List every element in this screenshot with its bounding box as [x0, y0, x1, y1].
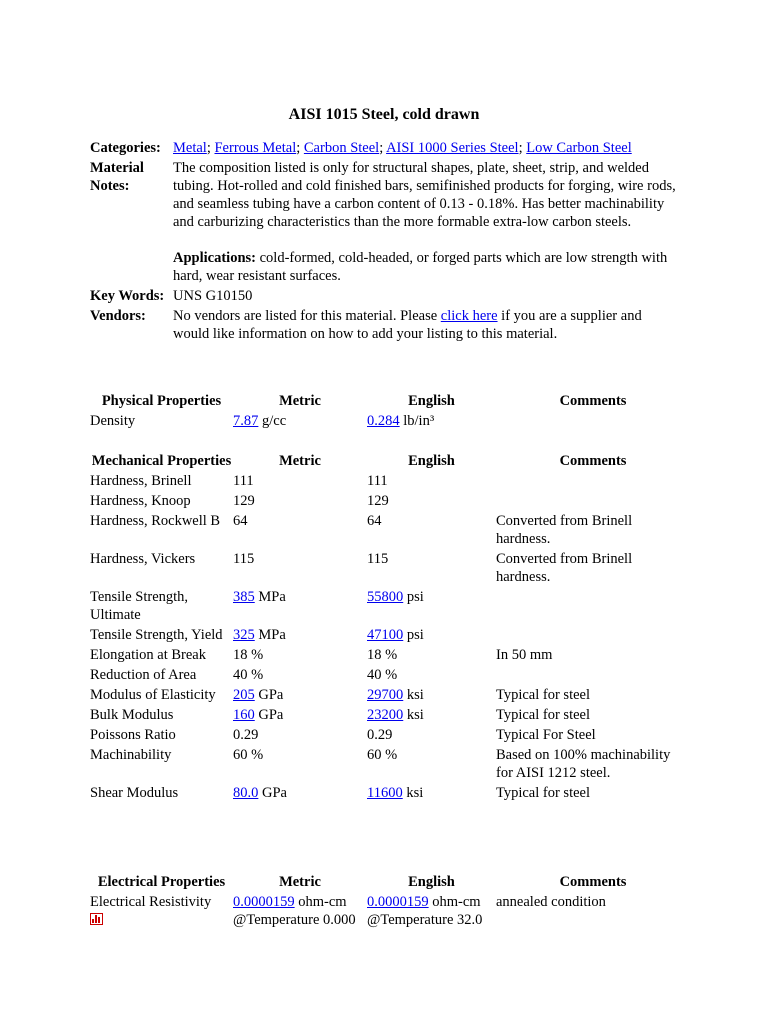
- property-name-text: Bulk Modulus: [90, 707, 174, 723]
- property-row: [90, 726, 690, 746]
- property-comment: annealed condition: [496, 894, 606, 910]
- english-value: [367, 492, 496, 512]
- metric-value-link[interactable]: 7.87: [233, 413, 259, 429]
- mechanical-header-row: [90, 452, 690, 472]
- english-value-link[interactable]: 29700: [367, 687, 404, 703]
- property-name-text: Hardness, Knoop: [90, 493, 191, 509]
- metric-value-link[interactable]: 160: [233, 707, 255, 723]
- metric-unit: 40 %: [233, 667, 264, 683]
- property-name-text: Tensile Strength, Yield: [90, 627, 223, 643]
- property-comment: Typical for steel: [496, 785, 591, 801]
- english-value: [367, 726, 496, 746]
- bar-chart-icon[interactable]: [90, 913, 103, 925]
- property-name: [90, 893, 233, 931]
- metric-value: [233, 726, 367, 746]
- metric-value: [233, 706, 367, 726]
- metric-unit: GPa: [258, 785, 287, 801]
- english-value: [367, 784, 496, 804]
- vendors-text-before: No vendors are listed for this material. Please: [173, 308, 441, 324]
- metric-value-link[interactable]: 80.0: [233, 785, 259, 801]
- metric-value: [233, 550, 367, 588]
- property-comment: Typical for steel: [496, 707, 591, 723]
- property-row: [90, 784, 690, 804]
- property-row: [90, 626, 690, 646]
- english-unit: 64: [367, 513, 382, 529]
- applications-value: cold-formed, cold-headed, or forged parts which are low strength with hard, wear resistant surfaces.: [173, 250, 668, 284]
- metric-condition: @Temperature 0.000: [233, 912, 356, 928]
- category-link[interactable]: Carbon Steel: [303, 140, 380, 156]
- english-unit: 111: [367, 473, 388, 489]
- applications-label: Applications:: [173, 250, 256, 266]
- property-row: [90, 512, 690, 550]
- property-comment: Based on 100% machinability for AISI 1212 steel.: [496, 747, 671, 781]
- property-name: [90, 646, 233, 666]
- english-value: [367, 746, 496, 784]
- metric-value: [233, 893, 367, 931]
- metric-value: [233, 492, 367, 512]
- electrical-header-english: English: [408, 874, 455, 890]
- english-unit: 18 %: [367, 647, 398, 663]
- property-comment: [496, 666, 690, 686]
- property-name: [90, 550, 233, 588]
- property-name: [90, 412, 233, 432]
- english-unit: 115: [367, 551, 389, 567]
- property-name: [90, 784, 233, 804]
- english-value: [367, 588, 496, 626]
- electrical-header-property: Electrical Properties: [97, 874, 226, 890]
- property-name-text: Modulus of Elasticity: [90, 687, 216, 703]
- keywords-value: UNS G10150: [173, 288, 253, 304]
- english-value: [367, 550, 496, 588]
- property-name: [90, 492, 233, 512]
- physical-header-english: English: [408, 393, 455, 409]
- english-value-link[interactable]: 0.0000159: [367, 894, 429, 910]
- english-unit: ohm-cm: [428, 894, 481, 910]
- vendors-row: [90, 307, 680, 345]
- vendors-text-after: if you are a supplier and would like information on how to add your listing to this material.: [173, 308, 642, 342]
- metric-value: [233, 746, 367, 784]
- categories-links: Metal; Ferrous Metal; Carbon Steel; AISI 1000 Series Steel; Low Carbon Steel: [173, 140, 632, 156]
- electrical-properties-table: [90, 873, 690, 931]
- electrical-header-comments: Comments: [559, 874, 627, 890]
- property-row: [90, 412, 690, 432]
- property-comment: In 50 mm: [496, 647, 553, 663]
- property-name-text: Elongation at Break: [90, 647, 206, 663]
- metric-value: [233, 666, 367, 686]
- property-row: [90, 686, 690, 706]
- english-unit: ksi: [403, 687, 424, 703]
- metric-unit: 129: [233, 493, 255, 509]
- metric-unit: ohm-cm: [294, 894, 347, 910]
- english-unit: ksi: [402, 785, 424, 801]
- property-comment: Converted from Brinell hardness.: [496, 551, 633, 585]
- mechanical-header-english: English: [408, 453, 455, 469]
- notes-row: [90, 159, 680, 287]
- physical-header-comments: Comments: [559, 393, 627, 409]
- english-unit: lb/in³: [399, 413, 435, 429]
- category-link[interactable]: AISI 1000 Series Steel: [386, 140, 519, 156]
- property-row: [90, 588, 690, 626]
- metric-unit: 64: [233, 513, 248, 529]
- property-name: [90, 472, 233, 492]
- category-link[interactable]: Ferrous Metal: [214, 140, 297, 156]
- property-name-text: Poissons Ratio: [90, 727, 176, 743]
- property-name-text: Machinability: [90, 747, 172, 763]
- property-name-text: Tensile Strength, Ultimate: [90, 589, 189, 623]
- property-row: [90, 472, 690, 492]
- categories-row: [90, 139, 680, 159]
- english-unit: psi: [403, 589, 424, 605]
- english-condition: @Temperature 32.0: [367, 912, 483, 928]
- metric-value: [233, 512, 367, 550]
- metric-unit: MPa: [254, 627, 286, 643]
- property-name: [90, 588, 233, 626]
- english-unit: psi: [403, 627, 424, 643]
- english-value-link[interactable]: 23200: [367, 707, 404, 723]
- property-row: [90, 646, 690, 666]
- metric-value: [233, 588, 367, 626]
- property-comment: [496, 412, 690, 432]
- property-name: [90, 626, 233, 646]
- property-comment: [496, 472, 690, 492]
- metric-value-link[interactable]: 0.0000159: [233, 894, 295, 910]
- material-info: [90, 139, 680, 345]
- english-value: [367, 512, 496, 550]
- metric-unit: g/cc: [258, 413, 287, 429]
- metric-unit: MPa: [254, 589, 286, 605]
- keywords-label: Key Words:: [90, 288, 165, 304]
- english-value: [367, 706, 496, 726]
- metric-unit: 111: [233, 473, 254, 489]
- metric-unit: 18 %: [233, 647, 264, 663]
- english-value: [367, 626, 496, 646]
- metric-value: [233, 686, 367, 706]
- category-link[interactable]: Metal: [173, 140, 207, 156]
- property-row: [90, 706, 690, 726]
- property-comment: Typical For Steel: [496, 727, 596, 743]
- mechanical-header-metric: Metric: [279, 453, 321, 469]
- english-value-link[interactable]: 11600: [367, 785, 403, 801]
- metric-value-link[interactable]: 385: [233, 589, 255, 605]
- metric-unit: GPa: [254, 707, 284, 723]
- property-name: [90, 726, 233, 746]
- property-name-text: Reduction of Area: [90, 667, 197, 683]
- english-unit: 129: [367, 493, 389, 509]
- property-comment: [496, 492, 690, 512]
- english-value: [367, 646, 496, 666]
- property-name-text: Hardness, Brinell: [90, 473, 192, 489]
- metric-value: [233, 626, 367, 646]
- notes-label: Material Notes:: [90, 160, 144, 194]
- english-unit: 40 %: [367, 667, 398, 683]
- vendors-text: [173, 307, 680, 345]
- english-value: [367, 472, 496, 492]
- electrical-header-row: [90, 873, 690, 893]
- property-name: [90, 746, 233, 784]
- electrical-header-metric: Metric: [279, 874, 321, 890]
- metric-value: [233, 472, 367, 492]
- keywords-row: [90, 287, 680, 307]
- property-name-text: Density: [90, 413, 136, 429]
- property-comment: [496, 588, 690, 626]
- applications-text: [173, 249, 680, 285]
- metric-value: [233, 646, 367, 666]
- english-value: [367, 412, 496, 432]
- page-title: AISI 1015 Steel, cold drawn: [288, 106, 480, 123]
- property-row: [90, 893, 690, 931]
- metric-unit: 115: [233, 551, 255, 567]
- english-unit: 0.29: [367, 727, 393, 743]
- property-name-text: Electrical Resistivity: [90, 894, 212, 910]
- metric-unit: 0.29: [233, 727, 259, 743]
- category-link[interactable]: Low Carbon Steel: [526, 140, 632, 156]
- physical-header-metric: Metric: [279, 393, 321, 409]
- property-name-text: Hardness, Vickers: [90, 551, 196, 567]
- english-value: [367, 686, 496, 706]
- metric-value: [233, 784, 367, 804]
- english-value-link[interactable]: 47100: [367, 627, 404, 643]
- property-name-text: Shear Modulus: [90, 785, 179, 801]
- physical-properties-table: [90, 392, 690, 432]
- property-name-text: Hardness, Rockwell B: [90, 513, 221, 529]
- property-comment: Converted from Brinell hardness.: [496, 513, 633, 547]
- property-name: [90, 666, 233, 686]
- english-value: [367, 666, 496, 686]
- property-row: [90, 746, 690, 784]
- mechanical-header-property: Mechanical Properties: [91, 453, 232, 469]
- property-name: [90, 686, 233, 706]
- property-row: [90, 550, 690, 588]
- metric-value-link[interactable]: 325: [233, 627, 255, 643]
- property-comment: Typical for steel: [496, 687, 591, 703]
- property-row: [90, 666, 690, 686]
- metric-unit: GPa: [254, 687, 284, 703]
- english-value: [367, 893, 496, 931]
- physical-header-row: [90, 392, 690, 412]
- physical-header-property: Physical Properties: [101, 393, 222, 409]
- property-name: [90, 706, 233, 726]
- notes-content: [173, 159, 680, 287]
- property-name: [90, 512, 233, 550]
- property-row: [90, 492, 690, 512]
- english-unit: 60 %: [367, 747, 398, 763]
- metric-value: [233, 412, 367, 432]
- mechanical-properties-table: [90, 452, 690, 804]
- metric-value-link[interactable]: 205: [233, 687, 255, 703]
- categories-label: Categories:: [90, 140, 161, 156]
- vendors-label: Vendors:: [90, 308, 146, 324]
- english-value-link[interactable]: 55800: [367, 589, 404, 605]
- mechanical-header-comments: Comments: [559, 453, 627, 469]
- property-comment: [496, 626, 690, 646]
- vendors-click-here-link[interactable]: click here: [440, 308, 498, 324]
- metric-unit: 60 %: [233, 747, 264, 763]
- notes-text: The composition listed is only for structural shapes, plate, sheet, strip, and welded tubing. Hot-rolled and cold finished bars, semifinished products for forging, wire rods, and seamless tubing have a carbon content of 0.13 - 0.18%. Has better machinability and carburizing characteristics than the more formable extra-low carbon steels.: [173, 160, 676, 230]
- english-value-link[interactable]: 0.284: [367, 413, 400, 429]
- english-unit: ksi: [403, 707, 424, 723]
